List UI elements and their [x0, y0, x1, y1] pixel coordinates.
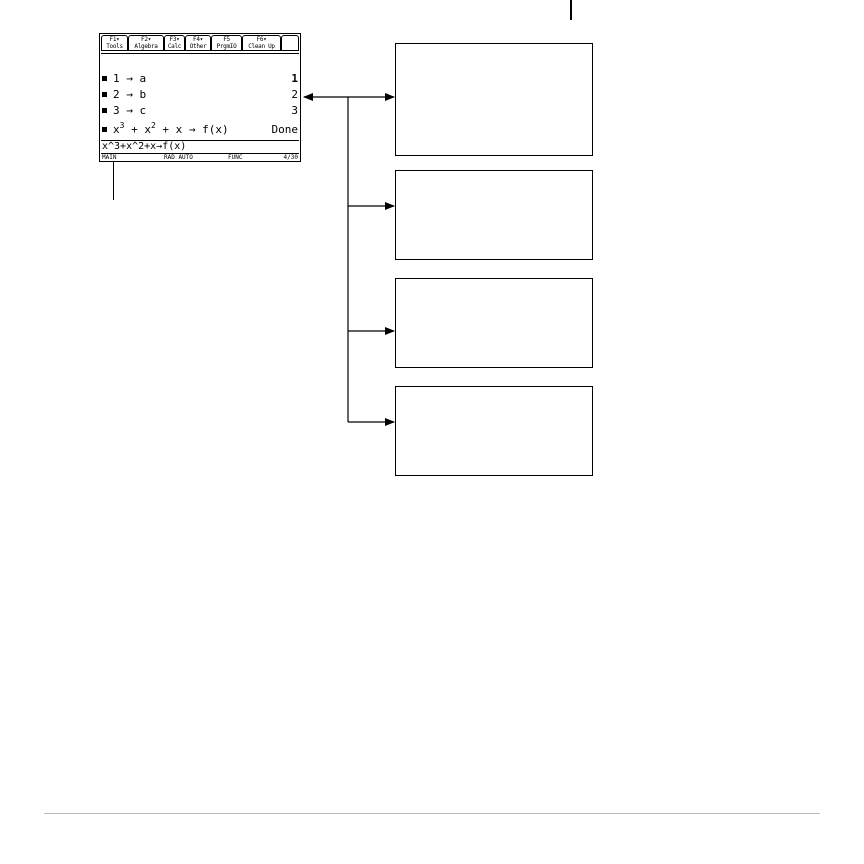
callout-box-3	[395, 278, 593, 368]
expr-exponent: 3	[119, 121, 125, 130]
f6-key-label: F6▾	[256, 36, 267, 43]
f3-calc-menu[interactable]	[164, 35, 185, 51]
f1-menu-label: Tools	[106, 43, 123, 50]
f6-menu-label: Clean Up	[248, 43, 275, 50]
expr-base: x	[113, 123, 120, 136]
history-entry[interactable]	[102, 123, 298, 137]
f2-menu-label: Algebra	[134, 43, 158, 50]
callout-line	[113, 162, 114, 200]
entry-result: 1	[291, 72, 298, 85]
expr-exponent: 2	[150, 121, 156, 130]
expr-tail: + x → f(x)	[155, 123, 229, 136]
entry-result: 3	[291, 104, 298, 117]
status-mode: RAD AUTO	[164, 154, 193, 161]
callout-box-2	[395, 170, 593, 260]
entry-bullet-icon	[102, 76, 107, 81]
entry-bullet-icon	[102, 127, 107, 132]
entry-result: Done	[271, 123, 298, 136]
history-entry[interactable]	[102, 88, 298, 102]
f3-menu-label: Calc	[167, 43, 182, 50]
f4-other-menu[interactable]	[185, 35, 211, 51]
f5-prgmio-menu[interactable]	[211, 35, 242, 51]
f7-empty-tab[interactable]	[281, 35, 299, 51]
entry-expression	[113, 123, 229, 138]
f5-menu-label: PrgmIO	[216, 43, 237, 50]
f3-key-label: F3▾	[169, 36, 180, 43]
status-history-count: 4/30	[283, 154, 298, 161]
f2-key-label: F2▾	[141, 36, 151, 43]
entry-bullet-icon	[102, 92, 107, 97]
page-top-mark	[570, 0, 572, 20]
f4-menu-label: Other	[189, 43, 207, 50]
entry-expression: 2 → b	[113, 88, 147, 101]
entry-expression: 3 → c	[113, 104, 147, 117]
entry-expression: 1 → a	[113, 72, 147, 85]
entry-result: 2	[291, 88, 298, 101]
expr-middle: + x	[124, 123, 151, 136]
status-bar	[102, 154, 298, 162]
entry-line-input[interactable]: x^3+x^2+x→f(x)	[102, 141, 187, 152]
entry-bullet-icon	[102, 108, 107, 113]
f4-key-label: F4▾	[193, 36, 203, 43]
toolbar-divider	[101, 53, 299, 54]
callout-box-1	[395, 43, 593, 156]
f2-algebra-menu[interactable]	[128, 35, 164, 51]
function-key-toolbar	[101, 35, 299, 53]
status-folder: MAIN	[102, 154, 117, 161]
footer-rule	[44, 813, 820, 814]
calculator-screen	[99, 33, 301, 162]
callout-box-4	[395, 386, 593, 476]
f1-key-label: F1▾	[109, 36, 120, 43]
history-entry[interactable]	[102, 104, 298, 118]
f5-key-label: F5	[223, 36, 230, 43]
f6-cleanup-menu[interactable]	[242, 35, 281, 51]
f1-tools-menu[interactable]	[101, 35, 128, 51]
history-entry[interactable]	[102, 72, 298, 86]
status-graph-type: FUNC	[228, 154, 243, 161]
